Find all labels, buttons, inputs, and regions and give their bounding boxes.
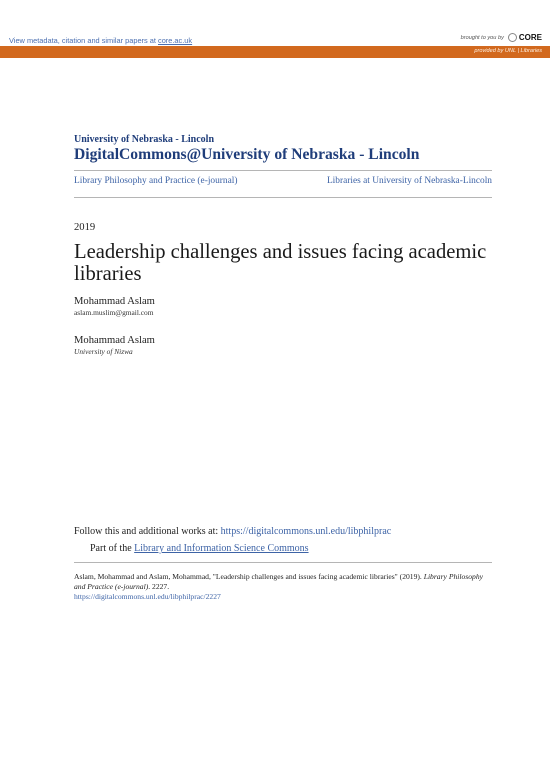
institution-name[interactable]: University of Nebraska - Lincoln: [74, 134, 214, 145]
follow-line: [74, 526, 391, 537]
provided-by-text: provided by UNL | Libraries: [474, 48, 542, 54]
repository-name[interactable]: DigitalCommons@University of Nebraska - Lincoln: [74, 146, 420, 163]
header-divider-top: [74, 170, 492, 171]
follow-text: Follow this and additional works at:: [74, 526, 221, 537]
core-brought-text: brought to you by: [460, 34, 504, 41]
author-name: Mohammad Aslam: [74, 296, 155, 307]
header-divider-bottom: [74, 197, 492, 198]
article-title: Leadership challenges and issues facing academic libraries: [74, 241, 487, 285]
provider-band: [0, 46, 550, 58]
author-entry: [74, 335, 155, 356]
publication-year: 2019: [74, 222, 96, 233]
author-affiliation: University of Nizwa: [74, 347, 133, 356]
core-logo-text: CORE: [518, 33, 542, 42]
nav-journal-link[interactable]: Library Philosophy and Practice (e-journal): [74, 176, 238, 186]
author-entry: [74, 296, 155, 317]
citation-link[interactable]: https://digitalcommons.unl.edu/libphilprac/2227: [74, 592, 221, 601]
header-nav: [74, 176, 492, 186]
citation-text: Aslam, Mohammad and Aslam, Mohammad, "Leadership challenges and issues facing academic libraries" (2019).: [74, 572, 424, 581]
commons-link[interactable]: Library and Information Science Commons: [134, 543, 309, 554]
core-logo[interactable]: [508, 33, 542, 42]
core-metadata-text: View metadata, citation and similar papers at: [9, 36, 158, 45]
partof-text: Part of the: [90, 543, 135, 554]
author-email: aslam.muslim@gmail.com: [74, 308, 154, 317]
core-link[interactable]: core.ac.uk: [158, 36, 193, 45]
follow-link[interactable]: https://digitalcommons.unl.edu/libphilprac: [220, 526, 392, 537]
footer-divider: [74, 562, 492, 563]
nav-libraries-link[interactable]: Libraries at University of Nebraska-Lincoln: [326, 176, 492, 186]
author-name: Mohammad Aslam: [74, 335, 155, 346]
core-brand[interactable]: [461, 33, 542, 42]
core-banner: [0, 0, 550, 46]
partof-line: [90, 543, 309, 554]
citation-journal: Library Philosophy and Practice (e-journal): [74, 572, 483, 591]
citation-number: . 2227.: [148, 582, 170, 591]
core-logo-icon: [508, 33, 517, 42]
core-metadata-line: [9, 36, 192, 45]
citation-block: [74, 572, 494, 602]
